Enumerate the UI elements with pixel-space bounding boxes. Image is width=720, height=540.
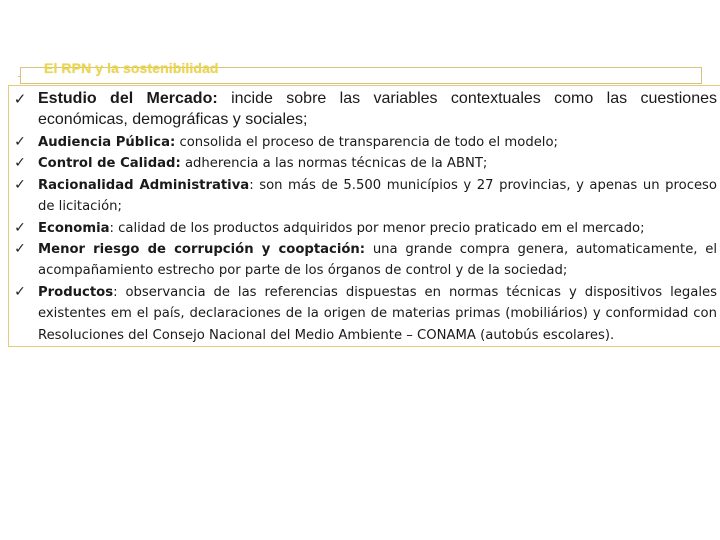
list-item [13, 239, 717, 282]
list-item-lead: Control de Calidad: [38, 156, 181, 172]
checkmark-icon: ✓ [14, 176, 26, 193]
list-item-body: : observancia de las referencias dispuestas en normas técnicas y dispositivos legales existentes em el país, declaraciones de la origen de materias primas (mobiliários) y conformidad con Resoluciones del Consejo Nacional del Medio Ambiente – CONAMA (autobús escolares). [38, 284, 717, 343]
list-item-text [38, 218, 717, 239]
list-item-text [38, 153, 717, 174]
checkmark-icon: ✓ [13, 90, 27, 108]
list-item-lead: Audiencia Pública: [38, 135, 176, 150]
list-item-lead: Estudio del Mercado: [38, 90, 218, 107]
list-item-text [38, 175, 717, 218]
list-item-body: : calidad de los productos adquiridos por menor precio praticado em el mercado; [109, 220, 645, 236]
list-item-lead: Racionalidad Administrativa [38, 177, 250, 193]
list-item-body: consolida el proceso de transparencia de todo el modelo; [175, 135, 558, 150]
checkmark-icon: ✓ [14, 283, 26, 300]
checkmark-icon: ✓ [14, 155, 26, 172]
list-item-body: adherencia a las normas técnicas de la ABNT; [180, 156, 488, 172]
list-item-lead: Productos [38, 284, 114, 300]
list-item [13, 282, 717, 346]
checkmark-icon: ✓ [14, 241, 26, 258]
list-item-body: incide sobre las variables contextuales como las cuestiones económicas, demográficas y sociales; [38, 90, 718, 128]
list-item [13, 218, 717, 239]
list-item-body: una grande compra genera, automaticamente, el acompañamiento estrecho por parte de los órganos de control y de la sociedad; [38, 242, 717, 279]
list-item-lead: Menor riesgo de corrupción y cooptación: [38, 242, 366, 258]
list-item-lead: Economia [38, 220, 110, 236]
slide-title: El RPN y la sostenibilidad [44, 60, 219, 76]
list-item [13, 132, 717, 153]
list-item-text [38, 132, 717, 153]
checkmark-icon: ✓ [14, 134, 26, 150]
bullet-list [13, 88, 717, 346]
list-item-text [38, 282, 717, 346]
list-item [13, 153, 717, 174]
list-item-text [38, 88, 717, 130]
list-item [13, 175, 717, 218]
list-item-body: : son más de 5.500 municípios y 27 provincias, y apenas un proceso de licitación; [38, 177, 717, 215]
checkmark-icon: ✓ [14, 219, 26, 236]
list-item-text [38, 239, 717, 282]
list-item [13, 88, 717, 130]
